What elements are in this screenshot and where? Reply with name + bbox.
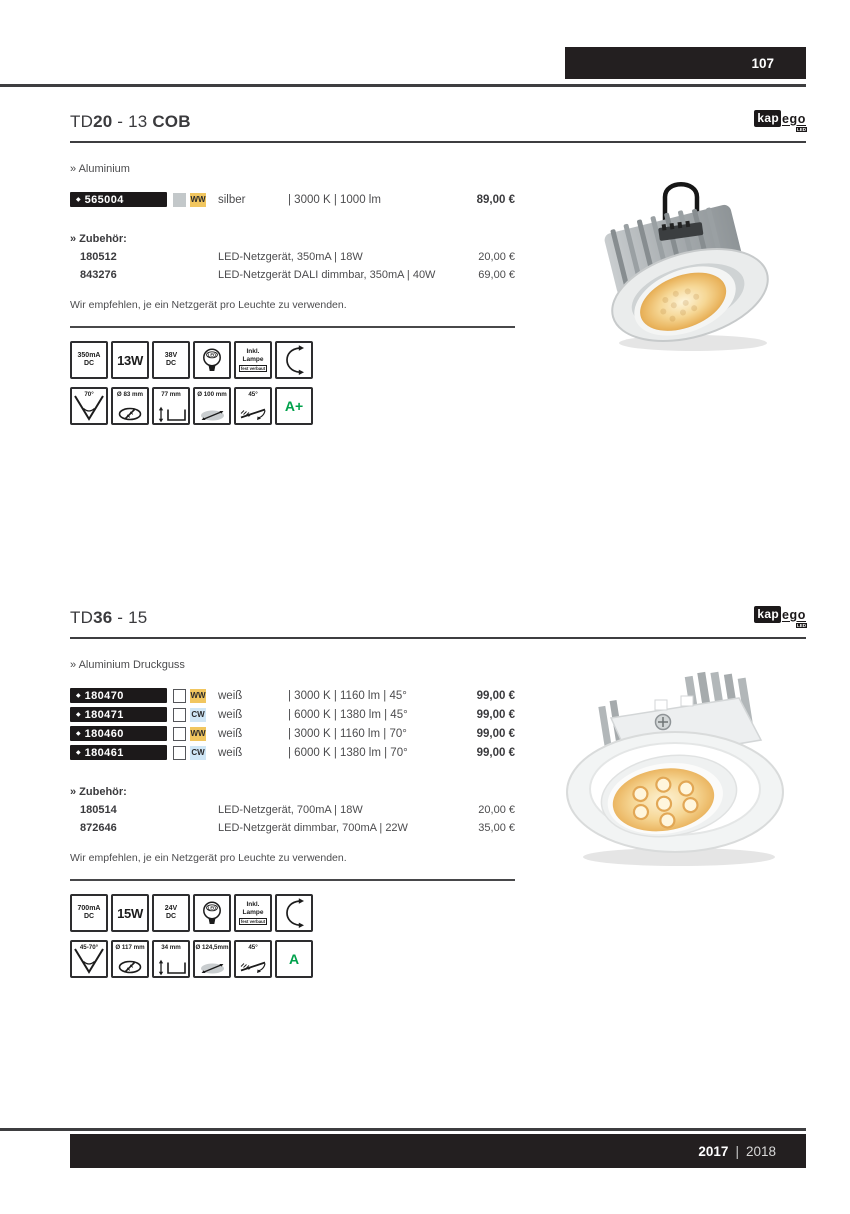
accessories-heading: » Zubehör: (70, 233, 127, 245)
material-label: » Aluminium (70, 163, 130, 175)
section-header (70, 108, 806, 132)
title-middle: - 15 (112, 608, 148, 627)
year-separator: | (735, 1143, 739, 1159)
recommendation-note: Wir empfehlen, je ein Netzgerät pro Leuchte zu verwenden. (70, 852, 347, 864)
color-swatch (173, 727, 186, 741)
accessory-price: 35,00 € (478, 822, 515, 834)
light-color-badge: WW (190, 689, 206, 703)
product-specs: | 3000 K | 1160 lm | 70° (288, 727, 407, 740)
color-name: silber (218, 193, 246, 206)
product-price: 99,00 € (476, 746, 515, 759)
title-model: 36 (93, 608, 113, 627)
rotatable-icon (275, 341, 313, 379)
energy-class-icon: A (275, 940, 313, 978)
top-rule (0, 84, 806, 87)
year-next: 2018 (745, 1143, 776, 1159)
catalog-year-bar (70, 1134, 806, 1168)
accessory-description: LED-Netzgerät, 700mA | 18W (218, 804, 363, 816)
rotatable-icon (275, 894, 313, 932)
product-code-badge (70, 745, 167, 760)
material-label: » Aluminium Druckguss (70, 659, 185, 671)
spec-icons-row-1 (70, 894, 806, 932)
logo-ego-text: ego (781, 111, 806, 126)
accessory-code: 843276 (80, 269, 117, 281)
product-row (70, 745, 515, 760)
color-swatch (173, 746, 186, 760)
diamond-bullet-icon: ◆ (76, 196, 81, 203)
voltage-icon: 24V DC (152, 894, 190, 932)
color-swatch (173, 689, 186, 703)
energy-class-icon: A+ (275, 387, 313, 425)
wattage-icon: 13W (111, 341, 149, 379)
section-rule (70, 141, 806, 143)
title-model: 20 (93, 112, 113, 131)
tilt-angle-icon: 45° (234, 940, 272, 978)
kapego-logo (754, 110, 806, 132)
product-code-badge (70, 688, 167, 703)
current-icon: 700mA DC (70, 894, 108, 932)
light-color-badge: CW (190, 746, 206, 760)
recommendation-note: Wir empfehlen, je ein Netzgerät pro Leuchte zu verwenden. (70, 299, 347, 311)
color-swatch (173, 708, 186, 722)
spec-icons-row-2 (70, 940, 806, 978)
diamond-bullet-icon: ◆ (76, 692, 81, 699)
page-number-bar (565, 47, 806, 79)
product-table (70, 688, 515, 760)
product-row (70, 192, 515, 207)
color-name: weiß (218, 689, 243, 702)
wattage-icon: 15W (111, 894, 149, 932)
product-code: 180470 (84, 689, 124, 702)
voltage-icon: 38V DC (152, 341, 190, 379)
product-row (70, 707, 515, 722)
beam-angle-icon: 45-70° (70, 940, 108, 978)
diamond-bullet-icon: ◆ (76, 711, 81, 718)
page-number: 107 (751, 55, 774, 71)
color-swatch (173, 193, 186, 207)
accessory-code: 180512 (80, 251, 117, 263)
cutout-diameter-icon: Ø 117 mm (111, 940, 149, 978)
product-specs: | 6000 K | 1380 lm | 45° (288, 708, 408, 721)
accessories-heading: » Zubehör: (70, 786, 127, 798)
product-code-badge (70, 707, 167, 722)
color-name: weiß (218, 727, 243, 740)
outer-diameter-icon: Ø 124,5mm (193, 940, 231, 978)
recess-depth-icon: 77 mm (152, 387, 190, 425)
product-code: 180471 (84, 708, 124, 721)
section-rule (70, 637, 806, 639)
product-code: 180460 (84, 727, 124, 740)
color-name: weiß (218, 708, 243, 721)
led-bulb-icon (193, 894, 231, 932)
svg-text:LED: LED (207, 905, 217, 911)
light-color-badge: WW (190, 193, 206, 207)
product-price: 99,00 € (476, 708, 515, 721)
bottom-rule (0, 1128, 806, 1131)
light-color-badge: CW (190, 708, 206, 722)
diamond-bullet-icon: ◆ (76, 730, 81, 737)
product-row (70, 726, 515, 741)
tilt-angle-icon: 45° (234, 387, 272, 425)
accessory-description: LED-Netzgerät, 350mA | 18W (218, 251, 363, 263)
light-color-badge: WW (190, 727, 206, 741)
cutout-diameter-icon: Ø 83 mm (111, 387, 149, 425)
accessory-description: LED-Netzgerät DALI dimmbar, 350mA | 40W (218, 269, 436, 281)
section-header (70, 604, 806, 628)
accessory-code: 872646 (80, 822, 117, 834)
product-code: 180461 (84, 746, 124, 759)
accessory-price: 20,00 € (478, 804, 515, 816)
product-table (70, 192, 515, 207)
led-bulb-icon (193, 341, 231, 379)
product-row (70, 688, 515, 703)
included-lamp-icon: Inkl. Lampe fest verbaut (234, 341, 272, 379)
section-title (70, 608, 147, 628)
product-photo-td36 (543, 660, 811, 868)
color-name: weiß (218, 746, 243, 759)
svg-text:LED: LED (207, 352, 217, 358)
icon-divider (70, 879, 515, 881)
accessory-price: 69,00 € (478, 269, 515, 281)
recess-depth-icon: 34 mm (152, 940, 190, 978)
title-suffix: COB (152, 112, 191, 131)
logo-led-text: LED (797, 127, 806, 132)
spec-icons-row-2 (70, 387, 806, 425)
icon-divider (70, 326, 515, 328)
beam-angle-icon: 70° (70, 387, 108, 425)
accessory-row (70, 804, 515, 816)
diamond-bullet-icon: ◆ (76, 749, 81, 756)
product-specs: | 3000 K | 1000 lm (288, 193, 381, 206)
included-lamp-icon: Inkl. Lampe fest verbaut (234, 894, 272, 932)
accessory-code: 180514 (80, 804, 117, 816)
product-code-badge (70, 192, 167, 207)
logo-ego-text: ego (781, 607, 806, 622)
title-middle: - 13 (112, 112, 153, 131)
product-specs: | 6000 K | 1380 lm | 70° (288, 746, 408, 759)
title-prefix: TD (70, 608, 94, 627)
product-photo-td20 (575, 173, 790, 355)
logo-kap-text: kap (754, 110, 781, 127)
section-title (70, 112, 191, 132)
accessory-row (70, 269, 515, 281)
accessory-row (70, 822, 515, 834)
title-prefix: TD (70, 112, 94, 131)
kapego-logo (754, 606, 806, 628)
logo-kap-text: kap (754, 606, 781, 623)
logo-led-text: LED (797, 623, 806, 628)
product-price: 89,00 € (476, 193, 515, 206)
current-icon: 350mA DC (70, 341, 108, 379)
accessory-row (70, 251, 515, 263)
accessory-price: 20,00 € (478, 251, 515, 263)
product-price: 99,00 € (476, 689, 515, 702)
product-specs: | 3000 K | 1160 lm | 45° (288, 689, 407, 702)
outer-diameter-icon: Ø 100 mm (193, 387, 231, 425)
accessory-description: LED-Netzgerät dimmbar, 700mA | 22W (218, 822, 408, 834)
product-code: 565004 (84, 193, 124, 206)
product-code-badge (70, 726, 167, 741)
product-price: 99,00 € (476, 727, 515, 740)
year-current: 2017 (698, 1143, 729, 1159)
